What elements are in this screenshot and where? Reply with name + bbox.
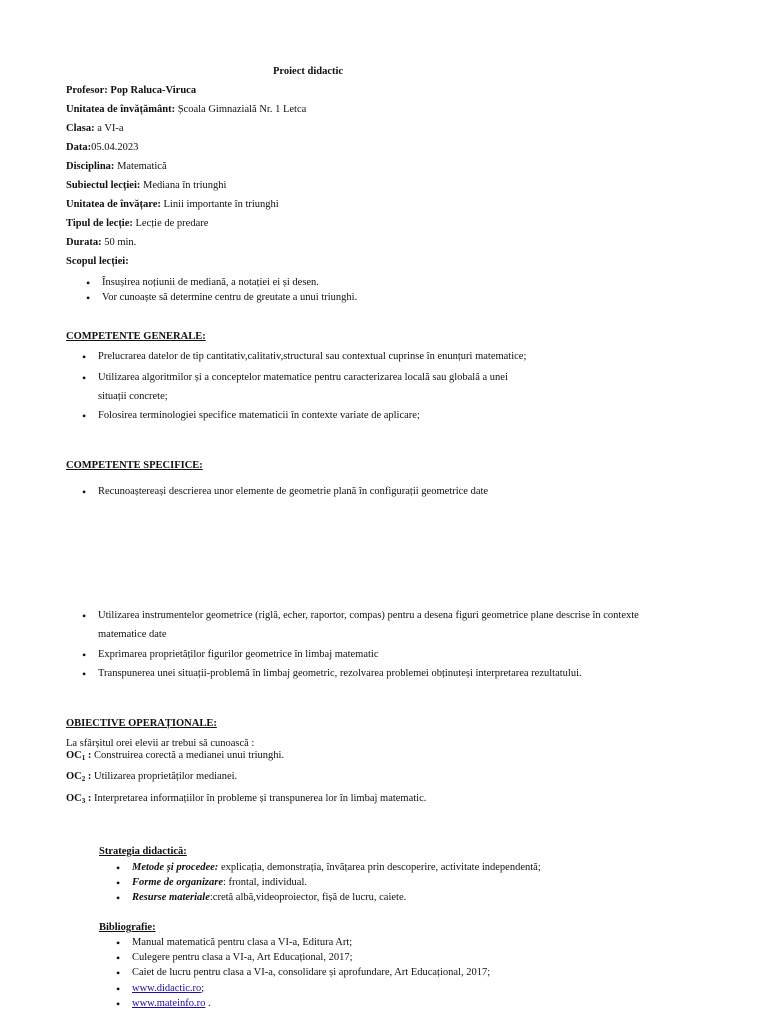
meta-label: Unitatea de învățare: <box>66 199 161 210</box>
bibliografie-link-item <box>116 983 204 994</box>
bibliografie-item: • Culegere pentru clasa a VI-a, Art Educațional, 2017; <box>116 952 353 963</box>
bibliografie-item: • Caiet de lucru pentru clasa a VI-a, consolidare și aprofundare, Art Educațional, 2017; <box>116 967 490 978</box>
bibliografie-item: • Manual matematică pentru clasa a VI-a, Editura Art; <box>116 937 352 948</box>
scop-item: • Însușirea noțiunii de mediană, a notației ei și desen. <box>86 277 319 288</box>
meta-tipul <box>66 218 208 229</box>
bibliografie-heading: Bibliografie: <box>99 922 156 933</box>
meta-label: Subiectul lecției: <box>66 180 141 191</box>
meta-value: Pop Raluca-Viruca <box>107 85 197 96</box>
strategie-text: :cretă albă,videoproiector, fișă de lucru, caiete. <box>209 892 407 903</box>
document-title: Proiect didactic <box>273 66 344 77</box>
meta-disciplina <box>66 161 167 172</box>
competenta-specifica-item: • Utilizarea instrumentelor geometrice (riglă, echer, raportor, compas) pentru a desena figuri geometrice plane descrise în contexte <box>82 610 639 621</box>
obiective-intro: La sfârșitul orei elevii ar trebui să cunoască : <box>66 738 255 749</box>
obiectiv-oc3: $OC_3$ : Interpretarea informațiilor în probleme și transpunerea lor în limbaj matematic. <box>66 793 427 805</box>
meta-data <box>66 142 138 153</box>
obiective-heading: OBIECTIVE OPERAȚIONALE: <box>66 718 217 729</box>
obiectiv-oc1: $OC_1$ : Construirea corectă a medianei unui triunghi. <box>66 750 285 762</box>
meta-clasa <box>66 123 124 134</box>
meta-profesor <box>66 85 196 96</box>
meta-value: Lecție de predare <box>132 218 209 229</box>
strategie-text: explicația, demonstrația, învățarea prin descoperire, activitate independentă; <box>218 862 541 873</box>
strategie-text: : frontal, individual. <box>223 877 308 888</box>
competenta-specifica-item: • Recunoaștereași descrierea unor elemente de geometrie plană în configurații geometrice date <box>82 486 488 497</box>
strategie-label: Resurse materiale <box>132 892 210 903</box>
meta-value: a VI-a <box>94 123 124 134</box>
strategie-label: Metode și procedee: <box>132 862 219 873</box>
competenta-generala-continuation: situații concrete; <box>98 391 168 402</box>
oc-text: Interpretarea informațiilor în probleme și transpunerea lor în limbaj matematic. <box>91 793 427 804</box>
link-mateinfo[interactable]: www.mateinfo.ro <box>132 998 206 1009</box>
meta-unitate <box>66 104 306 115</box>
competenta-generala-item: • Utilizarea algoritmilor și a conceptelor matematice pentru caracterizarea locală sau globală a unei <box>82 372 508 383</box>
meta-unitatea-invatare <box>66 199 279 210</box>
link-suffix: ; <box>201 983 205 994</box>
strategie-item <box>116 892 406 903</box>
meta-label: Data: <box>66 142 92 153</box>
meta-value: Mediana în triunghi <box>140 180 227 191</box>
meta-label: Profesor: <box>66 85 108 96</box>
competente-specifice-heading: COMPETENTE SPECIFICE: <box>66 460 203 471</box>
oc-sub: 3 <box>81 797 86 805</box>
obiectiv-oc2: $OC_2$ : Utilizarea proprietăților medianei. <box>66 771 238 783</box>
meta-label: Scopul lecției: <box>66 256 129 267</box>
scop-item: • Vor cunoaște să determine centru de greutate a unui triunghi. <box>86 292 357 303</box>
meta-value: Școala Gimnazială Nr. 1 Letca <box>175 104 307 115</box>
meta-durata <box>66 237 136 248</box>
strategie-item <box>116 862 541 873</box>
oc-text: Construirea corectă a medianei unui triunghi. <box>91 750 285 761</box>
oc-text: Utilizarea proprietăților medianei. <box>91 771 238 782</box>
meta-label: Clasa: <box>66 123 95 134</box>
meta-value: Matematică <box>114 161 167 172</box>
link-suffix: . <box>205 998 211 1009</box>
meta-label: Durata: <box>66 237 102 248</box>
competente-generale-heading: COMPETENTE GENERALE: <box>66 331 206 342</box>
oc-code: OC <box>66 771 82 782</box>
competenta-specifica-continuation: matematice date <box>98 629 167 640</box>
strategie-item <box>116 877 307 888</box>
competenta-specifica-item: • Transpunerea unei situații-problemă în limbaj geometric, rezolvarea problemei obținuteși interpretarea rezultatului. <box>82 668 582 679</box>
oc-sub: 1 <box>81 754 86 762</box>
meta-value: 05.04.2023 <box>91 142 139 153</box>
link-didactic[interactable]: www.didactic.ro <box>132 983 202 994</box>
oc-code: OC <box>66 750 82 761</box>
competenta-specifica-item: • Exprimarea proprietăților figurilor geometrice în limbaj matematic <box>82 649 378 660</box>
meta-label: Tipul de lecție: <box>66 218 133 229</box>
meta-value: 50 min. <box>101 237 137 248</box>
meta-value: Linii importante în triunghi <box>160 199 279 210</box>
competenta-generala-item: • Prelucrarea datelor de tip cantitativ,calitativ,structural sau contextual cuprinse în enunțuri matematice; <box>82 351 526 362</box>
meta-subiectul <box>66 180 226 191</box>
oc-sub: 2 <box>81 775 86 783</box>
competenta-generala-item: • Folosirea terminologiei specifice matematicii în contexte variate de aplicare; <box>82 410 420 421</box>
bibliografie-link-item <box>116 998 211 1009</box>
meta-scopul <box>66 256 129 267</box>
oc-code: OC <box>66 793 82 804</box>
strategie-heading: Strategia didactică: <box>99 846 187 857</box>
meta-label: Unitatea de învățământ: <box>66 104 176 115</box>
meta-label: Disciplina: <box>66 161 115 172</box>
strategie-label: Forme de organizare <box>132 877 224 888</box>
